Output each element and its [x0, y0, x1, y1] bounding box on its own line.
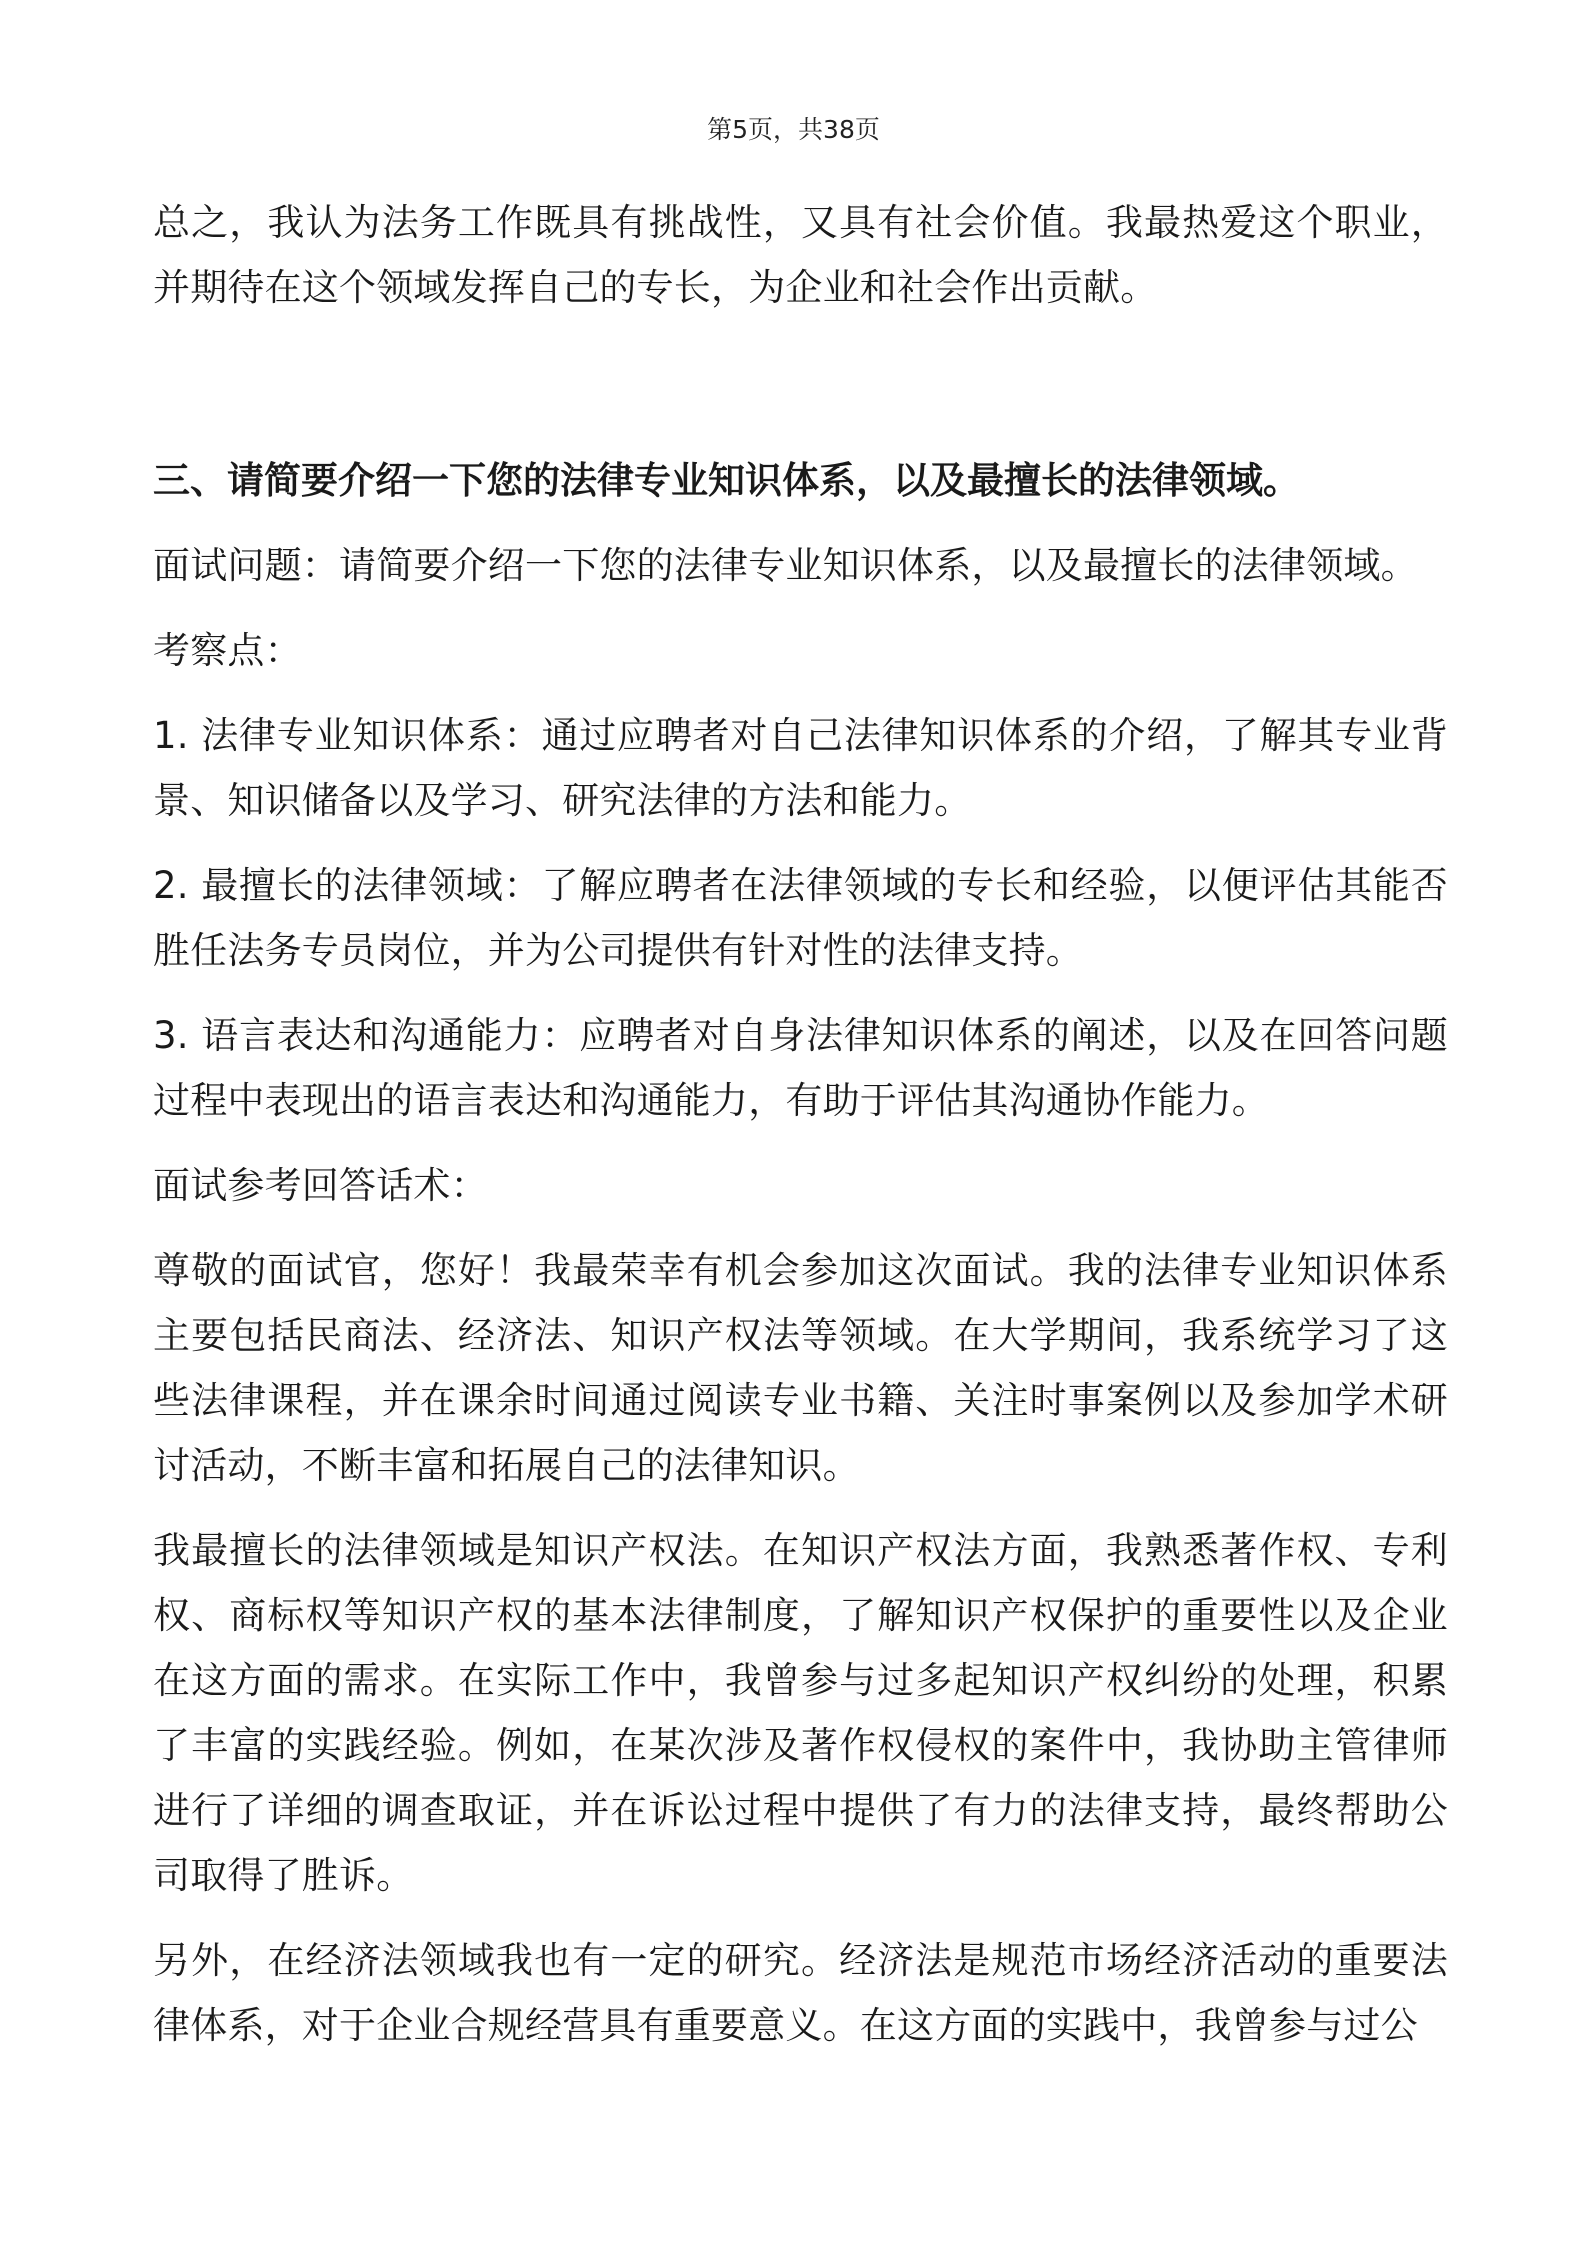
answer-paragraph-3: 另外，在经济法领域我也有一定的研究。经济法是规范市场经济活动的重要法律体系，对于企业合规经营具有重要意义。在这方面的实践中，我曾参与过公: [153, 1939, 1448, 2047]
intro-paragraph: 总之，我认为法务工作既具有挑战性，又具有社会价值。我最热爱这个职业，并期待在这个领域发挥自己的专长，为企业和社会作出贡献。: [153, 201, 1448, 309]
page-indicator: 第5页，共38页: [707, 115, 880, 144]
focus-point-2: 2. 最擅长的法律领域：了解应聘者在法律领域的专长和经验，以便评估其能否胜任法务专员岗位，并为公司提供有针对性的法律支持。: [153, 864, 1448, 972]
section-heading: 三、请简要介绍一下您的法律专业知识体系，以及最擅长的法律领域。: [153, 459, 1300, 502]
focus-label: 考察点：: [153, 629, 302, 672]
section-spacer: [153, 340, 1448, 448]
interview-question: 面试问题：请简要介绍一下您的法律专业知识体系，以及最擅长的法律领域。: [153, 544, 1418, 587]
answer-label: 面试参考回答话术：: [153, 1164, 488, 1207]
focus-point-1: 1. 法律专业知识体系：通过应聘者对自己法律知识体系的介绍，了解其专业背景、知识储备以及学习、研究法律的方法和能力。: [153, 714, 1448, 822]
document-body: [153, 190, 1448, 2078]
answer-paragraph-1: 尊敬的面试官，您好！我最荣幸有机会参加这次面试。我的法律专业知识体系主要包括民商法、经济法、知识产权法等领域。在大学期间，我系统学习了这些法律课程，并在课余时间通过阅读专业书籍、关注时事案例以及参加学术研讨活动，不断丰富和拓展自己的法律知识。: [153, 1249, 1448, 1487]
focus-point-3: 3. 语言表达和沟通能力：应聘者对自身法律知识体系的阐述，以及在回答问题过程中表现出的语言表达和沟通能力，有助于评估其沟通协作能力。: [153, 1014, 1448, 1122]
answer-paragraph-2: 我最擅长的法律领域是知识产权法。在知识产权法方面，我熟悉著作权、专利权、商标权等知识产权的基本法律制度，了解知识产权保护的重要性以及企业在这方面的需求。在实际工作中，我曾参与过多起知识产权纠纷的处理，积累了丰富的实践经验。例如，在某次涉及著作权侵权的案件中，我协助主管律师进行了详细的调查取证，并在诉讼过程中提供了有力的法律支持，最终帮助公司取得了胜诉。: [153, 1529, 1448, 1897]
